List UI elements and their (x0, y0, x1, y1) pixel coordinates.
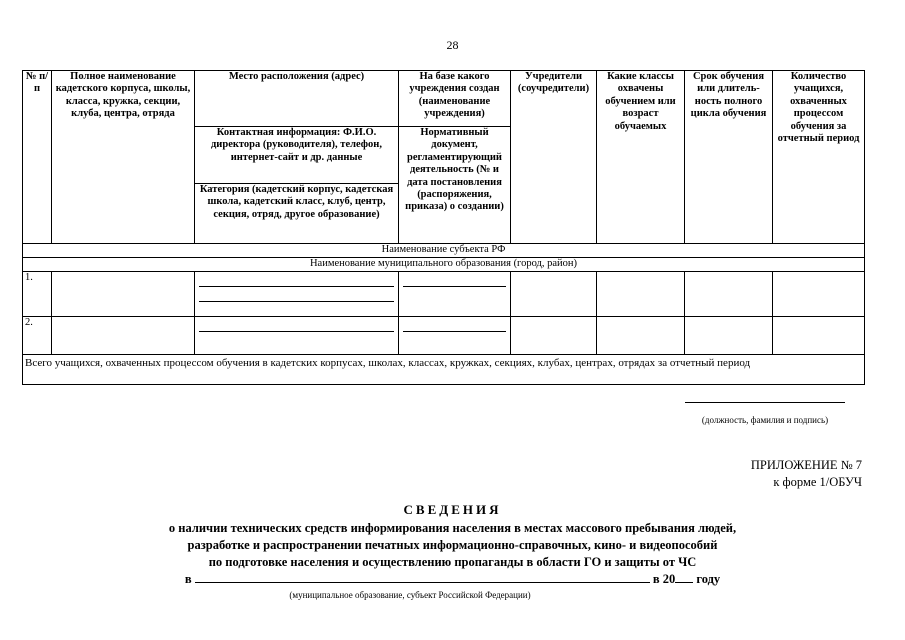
header-normative: Нормативный документ, регламентирующий деятельность (№ и дата постановления (распоряжения, приказа) о создании) (399, 127, 511, 244)
cell-count (773, 272, 865, 317)
cell-founders (511, 317, 597, 355)
cell-term (685, 317, 773, 355)
header-term: Срок обучения или длитель-ность полного цикла обучения (685, 71, 773, 244)
header-name: Полное наименование кадетского корпуса, школы, класса, кружка, секции, клуба, центра, отряда (52, 71, 195, 244)
signature-line (685, 402, 845, 403)
svedeniya-title: СВЕДЕНИЯ (403, 502, 502, 517)
row-number: 1. (23, 272, 52, 317)
cell-classes (597, 317, 685, 355)
row-number: 2. (23, 317, 52, 355)
cadet-info-table (22, 70, 865, 385)
municipality-caption: (муниципальное образование, субъект Российской Федерации) (289, 590, 531, 600)
fill-prefix: в (184, 572, 192, 586)
cell-base (399, 272, 511, 317)
svedeniya-body (60, 520, 845, 588)
cell-location (195, 272, 399, 317)
table-row (23, 317, 865, 355)
municipality-fill-line[interactable] (195, 571, 650, 583)
signature-caption: (должность, фамилия и подпись) (701, 415, 829, 425)
total-row: Всего учащихся, охваченных процессом обучения в кадетских корпусах, школах, классах, кружках, секциях, клубах, центрах, отрядах за отчетный период (23, 355, 865, 385)
cell-count (773, 317, 865, 355)
svedeniya-fill-row (60, 571, 845, 588)
svedeniya-line-2: разработке и распространении печатных информационно-справочных, кино- и видеопособий (187, 538, 718, 552)
cell-term (685, 272, 773, 317)
cell-name (52, 272, 195, 317)
header-base: На базе какого учреждения создан (наименование учреждения) (399, 71, 511, 127)
appendix-form: к форме 1/ОБУЧ (773, 475, 862, 489)
cell-base (399, 317, 511, 355)
year-fill-line[interactable] (675, 571, 693, 583)
svedeniya-line-1: о наличии технических средств информирования населения в местах массового пребывания людей, (168, 521, 737, 535)
municipality-row: Наименование муниципального образования (город, район) (23, 258, 865, 272)
page-number: 28 (446, 38, 459, 52)
cell-name (52, 317, 195, 355)
year-prefix: в 20 (652, 572, 676, 586)
appendix-label (751, 457, 862, 491)
header-category: Категория (кадетский корпус, кадетская школа, кадетский класс, клуб, центр, секция, отряд, другое образование) (195, 184, 399, 244)
table-row (23, 272, 865, 317)
header-founders: Учредители (соучредители) (511, 71, 597, 244)
year-suffix: году (696, 572, 721, 586)
header-count: Количество учащихся, охваченных процессом обучения за отчетный период (773, 71, 865, 244)
svedeniya-line-3: по подготовке населения и осуществлению пропаганды в области ГО и защиты от ЧС (208, 555, 697, 569)
cell-founders (511, 272, 597, 317)
cell-location (195, 317, 399, 355)
header-classes: Какие классы охвачены обучением или возраст обучаемых (597, 71, 685, 244)
cell-classes (597, 272, 685, 317)
header-location: Место расположения (адрес) (195, 71, 399, 127)
subject-row: Наименование субъекта РФ (23, 244, 865, 258)
header-num: № п/п (23, 71, 52, 244)
header-contact: Контактная информация: Ф.И.О. директора (руководителя), телефон, интернет-сайт и др. данные (195, 127, 399, 184)
appendix-number: ПРИЛОЖЕНИЕ № 7 (750, 458, 862, 472)
